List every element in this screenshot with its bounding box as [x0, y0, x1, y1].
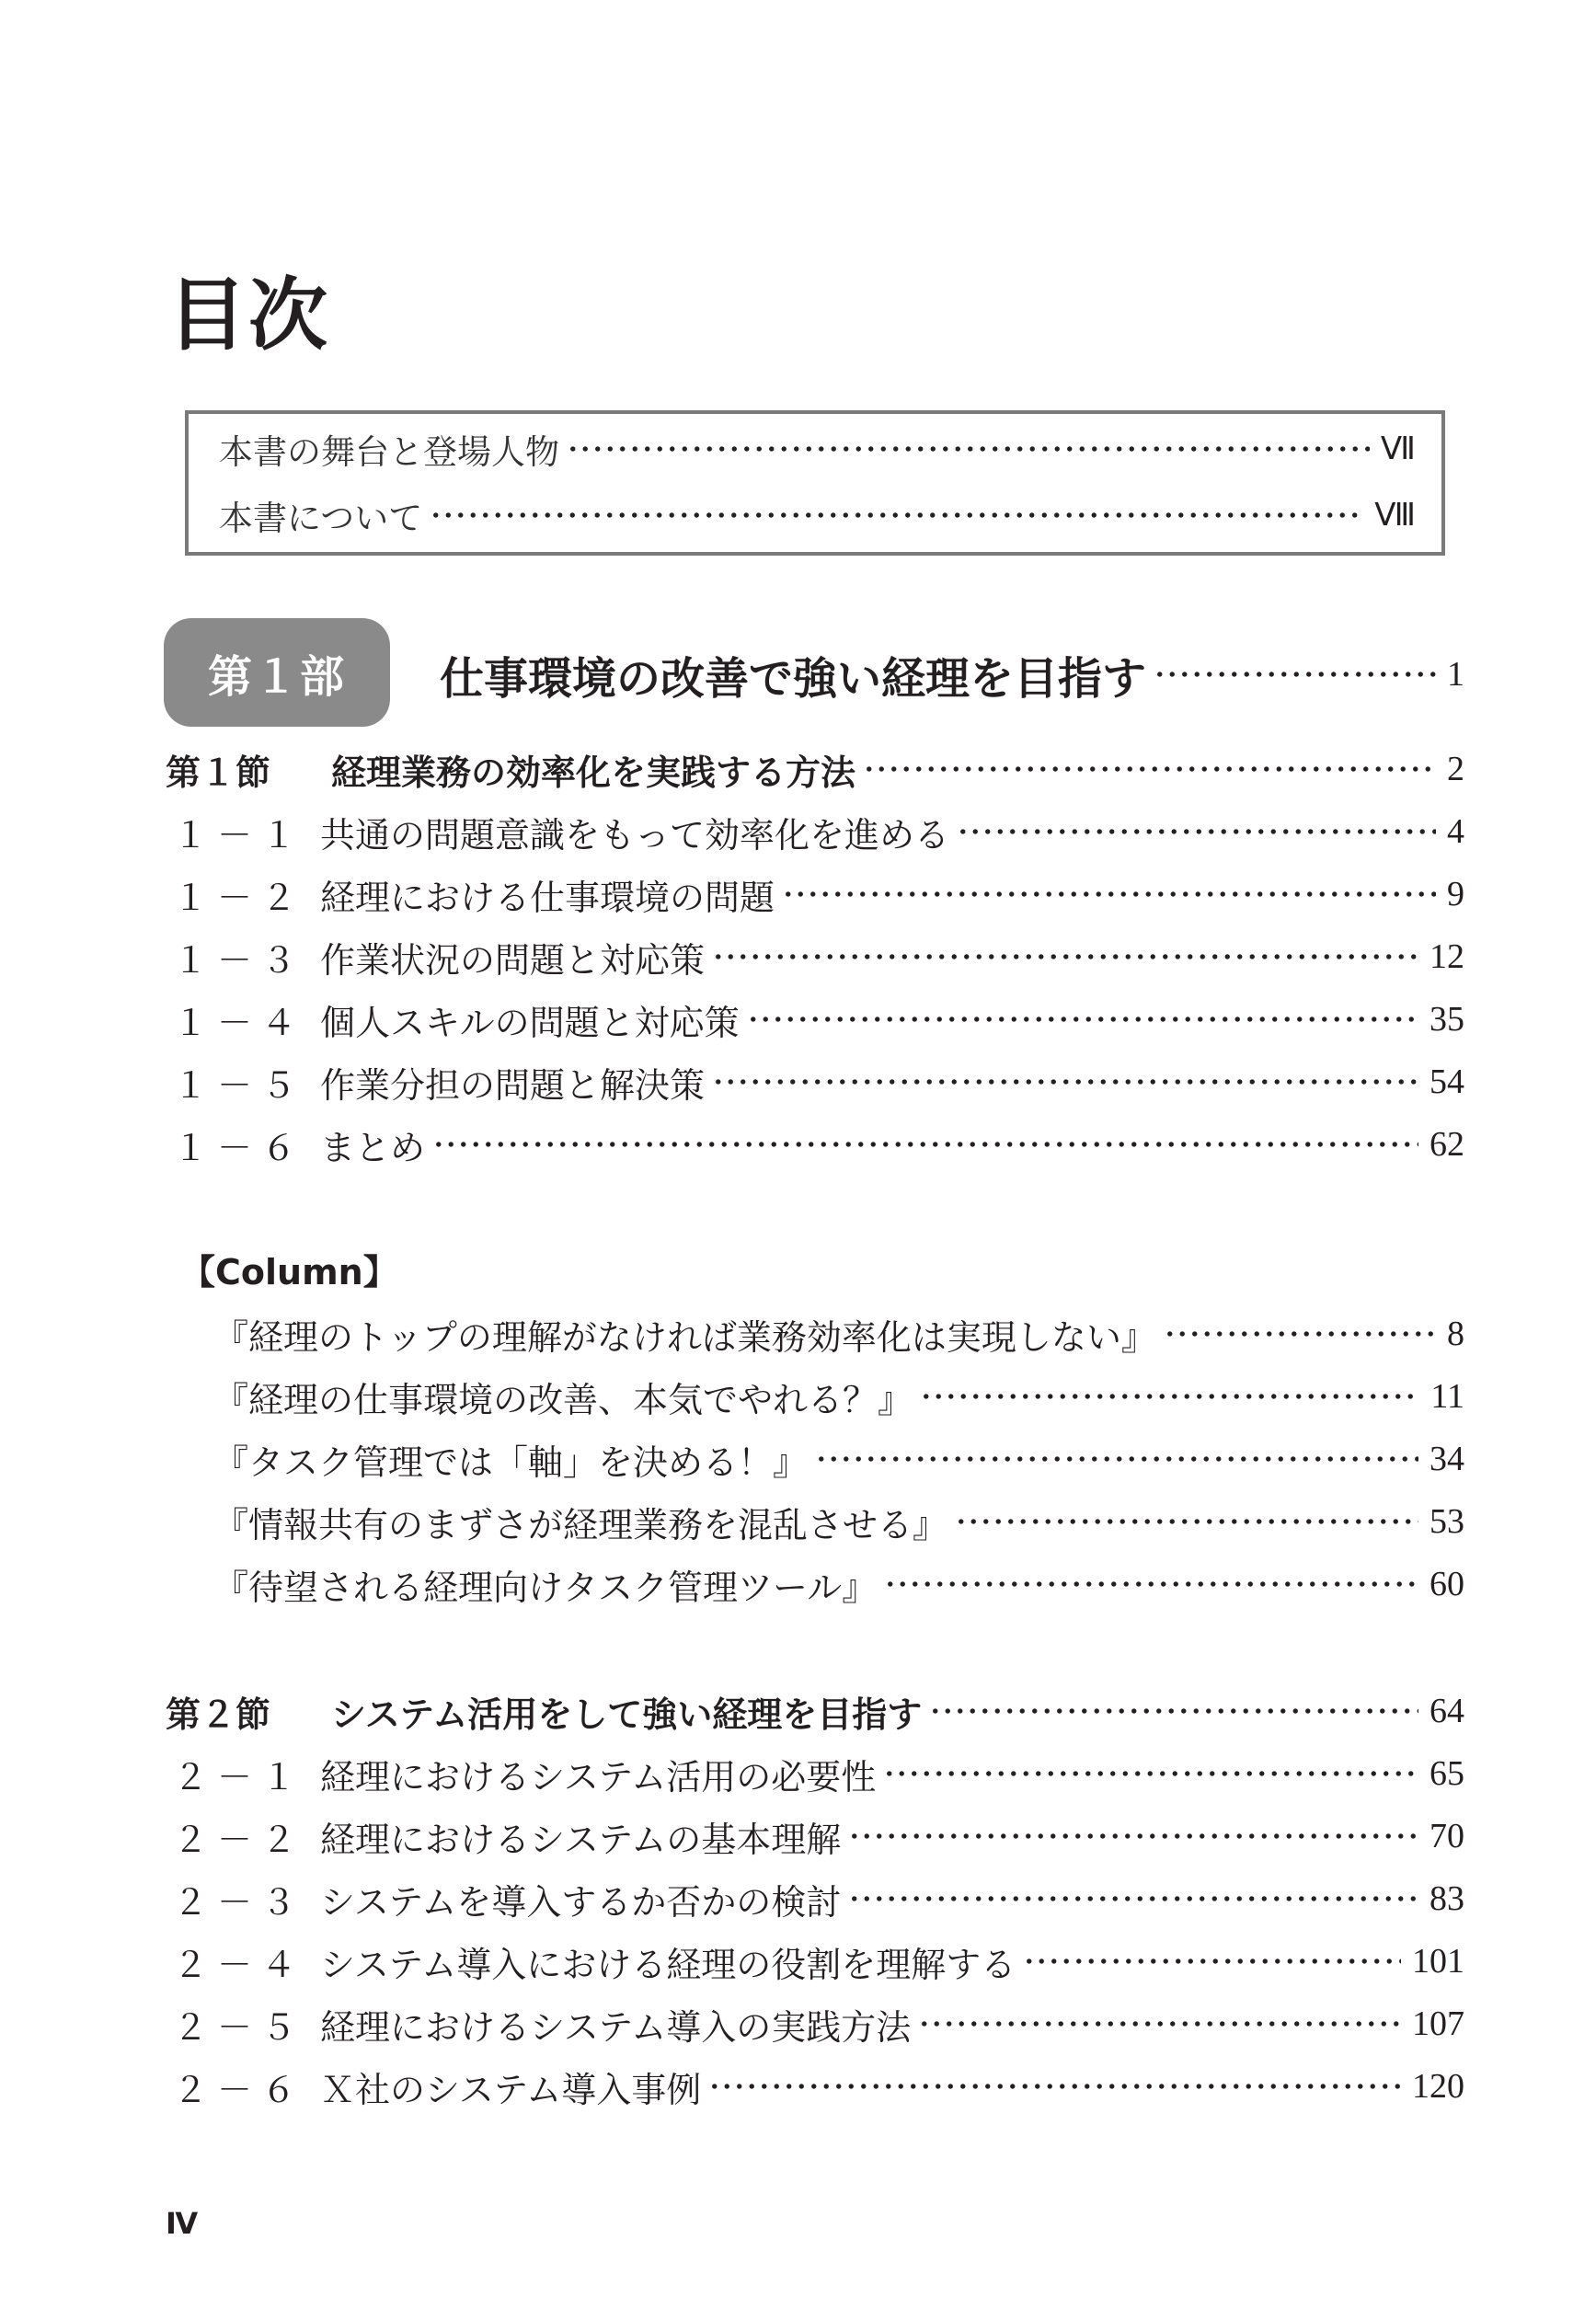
entry-number: ２－６: [173, 2069, 306, 2110]
toc-entry-label: まとめ: [320, 1127, 426, 1168]
toc-entry-2-5[interactable]: [173, 1996, 1464, 2051]
toc-entry-page: 53: [1430, 1502, 1464, 1541]
toc-entry-column-2[interactable]: [213, 1369, 1464, 1424]
entry-number: １－１: [173, 814, 306, 856]
dot-leader: [955, 1517, 1418, 1526]
section-title: 経理業務の効率化を実践する方法: [331, 752, 856, 793]
dot-leader: [430, 511, 1363, 520]
dot-leader: [712, 1077, 1418, 1086]
toc-entry-label: 共通の問題意識をもって効率化を進める: [320, 814, 950, 856]
toc-entry-page: 1: [1447, 655, 1464, 694]
dot-leader: [848, 1894, 1418, 1903]
page-title: 目次: [167, 270, 329, 362]
toc-entry-label: 『情報共有のまずさが経理業務を混乱させる』: [213, 1504, 948, 1545]
entry-number: １－６: [173, 1127, 306, 1168]
toc-entry-section-2[interactable]: [166, 1683, 1464, 1739]
toc-entry-1-6[interactable]: [173, 1117, 1464, 1172]
toc-entry-page: 4: [1447, 812, 1464, 851]
entry-number: １－２: [173, 877, 306, 918]
dot-leader: [957, 827, 1436, 836]
toc-entry-column-4[interactable]: [213, 1494, 1464, 1549]
toc-entry-intro-1[interactable]: [219, 421, 1415, 477]
dot-leader: [815, 1454, 1418, 1464]
toc-entry-page: 120: [1412, 2067, 1464, 2106]
toc-entry-label: Ｘ社のシステム導入事例: [320, 2069, 702, 2110]
toc-entry-2-2[interactable]: [173, 1809, 1464, 1864]
toc-entry-page: 34: [1430, 1440, 1464, 1478]
entry-number: ２－４: [173, 1944, 306, 1985]
entry-number: １－４: [173, 1002, 306, 1043]
toc-entry-label: 経理におけるシステムの基本理解: [320, 1819, 842, 1860]
toc-entry-label: 個人スキルの問題と対応策: [320, 1002, 740, 1043]
entry-number: ２－１: [173, 1756, 306, 1797]
toc-entry-section-1[interactable]: [166, 741, 1464, 797]
dot-leader: [1023, 1957, 1401, 1966]
section-number: 第２節: [166, 1694, 271, 1735]
toc-entry-page: 11: [1430, 1377, 1464, 1416]
toc-entry-page: 65: [1430, 1754, 1464, 1793]
part-title: 仕事環境の改善で強い経理を目指す: [440, 652, 1147, 705]
toc-entry-intro-2[interactable]: [219, 488, 1415, 543]
toc-entry-page: 12: [1430, 937, 1464, 976]
toc-entry-page: 8: [1447, 1315, 1464, 1353]
dot-leader: [782, 890, 1436, 899]
toc-entry-page: 101: [1412, 1942, 1464, 1981]
entry-number: ２－３: [173, 1881, 306, 1923]
toc-entry-part-1[interactable]: [440, 642, 1464, 706]
entry-number: ２－２: [173, 1819, 306, 1860]
toc-entry-label: システム導入における経理の役割を理解する: [320, 1944, 1016, 1985]
toc-entry-page: 2: [1447, 750, 1464, 788]
toc-entry-page: 35: [1430, 1000, 1464, 1039]
toc-entry-1-2[interactable]: [173, 867, 1464, 922]
toc-entry-page: 54: [1430, 1062, 1464, 1101]
toc-entry-page: 64: [1430, 1692, 1464, 1730]
dot-leader: [747, 1015, 1418, 1024]
entry-number: １－３: [173, 939, 306, 981]
toc-entry-label: 本書について: [219, 499, 423, 538]
toc-entry-label: 作業状況の問題と対応策: [320, 939, 706, 981]
toc-entry-page: 62: [1430, 1125, 1464, 1164]
toc-entry-column-1[interactable]: [213, 1306, 1464, 1361]
section-title: システム活用をして強い経理を目指す: [331, 1694, 923, 1735]
toc-entry-column-5[interactable]: [213, 1556, 1464, 1612]
toc-entry-2-3[interactable]: [173, 1871, 1464, 1926]
toc-entry-label: 『経理のトップの理解がなければ業務効率化は実現しない』: [213, 1316, 1156, 1358]
toc-entry-2-6[interactable]: [173, 2059, 1464, 2114]
toc-entry-label: 作業分担の問題と解決策: [320, 1064, 706, 1106]
column-heading: 【Column】: [180, 1252, 398, 1292]
toc-entry-label: 『タスク管理では「軸」を決める！』: [213, 1441, 809, 1483]
dot-leader: [883, 1769, 1418, 1778]
toc-entry-1-3[interactable]: [173, 929, 1464, 984]
toc-entry-label: 本書の舞台と登場人物: [219, 432, 559, 472]
entry-number: １－５: [173, 1064, 306, 1106]
entry-number: ２－５: [173, 2006, 306, 2048]
section-number: 第１節: [166, 752, 271, 793]
dot-leader: [712, 952, 1418, 961]
dot-leader: [918, 2019, 1401, 2028]
toc-entry-page: 9: [1447, 875, 1464, 913]
toc-entry-page: Ⅶ: [1380, 432, 1415, 466]
toc-entry-1-1[interactable]: [173, 804, 1464, 859]
part-badge: 第１部: [164, 618, 390, 727]
toc-entry-page: Ⅷ: [1374, 499, 1415, 533]
dot-leader: [848, 1832, 1418, 1841]
toc-entry-label: 経理におけるシステム導入の実践方法: [320, 2006, 912, 2048]
toc-entry-label: システムを導入するか否かの検討: [320, 1881, 842, 1923]
toc-entry-label: 『待望される経理向けタスク管理ツール』: [213, 1567, 878, 1608]
page-number: Ⅳ: [166, 2206, 199, 2241]
dot-leader: [863, 764, 1436, 774]
toc-entry-label: 『経理の仕事環境の改善、本気でやれる？』: [213, 1379, 913, 1420]
toc-entry-2-4[interactable]: [173, 1934, 1464, 1989]
toc-entry-page: 107: [1412, 2004, 1464, 2043]
dot-leader: [432, 1140, 1418, 1149]
dot-leader: [920, 1392, 1419, 1401]
toc-entry-column-3[interactable]: [213, 1431, 1464, 1487]
dot-leader: [1164, 1329, 1436, 1338]
dot-leader: [929, 1706, 1418, 1716]
toc-entry-label: 経理における仕事環境の問題: [320, 877, 775, 918]
dot-leader: [1154, 670, 1436, 679]
toc-entry-2-1[interactable]: [173, 1746, 1464, 1801]
toc-entry-1-4[interactable]: [173, 992, 1464, 1047]
dot-leader: [884, 1579, 1418, 1589]
dot-leader: [567, 444, 1370, 454]
toc-entry-page: 60: [1430, 1565, 1464, 1603]
toc-entry-1-5[interactable]: [173, 1054, 1464, 1109]
toc-entry-label: 経理におけるシステム活用の必要性: [320, 1756, 877, 1797]
toc-entry-page: 83: [1430, 1879, 1464, 1918]
dot-leader: [708, 2082, 1401, 2091]
toc-entry-page: 70: [1430, 1817, 1464, 1855]
